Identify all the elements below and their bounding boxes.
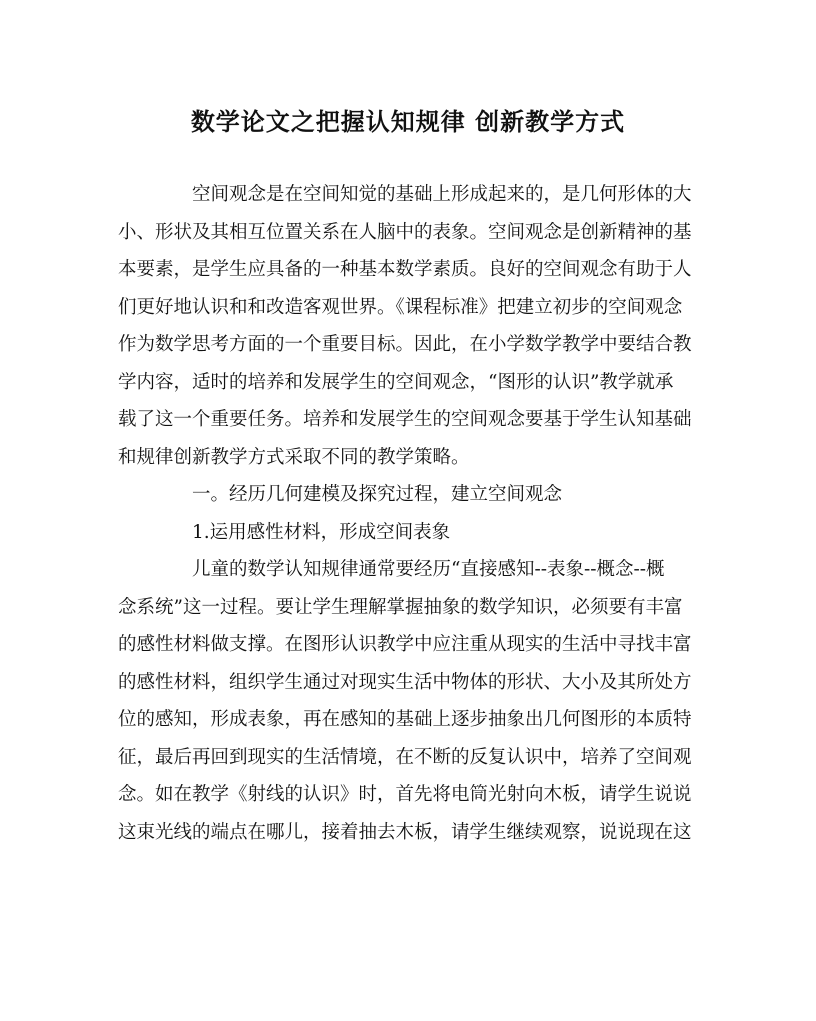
paragraph-line: 的感性材料做支撑。在图形认识教学中应注重从现实的生活中寻找丰富	[118, 634, 692, 655]
paragraph-line: 本要素，是学生应具备的一种基本数学素质。良好的空间观念有助于人	[118, 259, 692, 280]
paragraph-line: 这束光线的端点在哪儿，接着抽去木板，请学生继续观察，说说现在这	[118, 821, 692, 843]
section-heading: 一。经历几何建模及探究过程，建立空间观念	[192, 484, 563, 505]
paragraph-line: 的感性材料，组织学生通过对现实生活中物体的形状、大小及其所处方	[118, 671, 692, 693]
document-body	[118, 176, 700, 851]
paragraph-line: 位的感知，形成表象，再在感知的基础上逐步抽象出几何图形的本质特	[118, 709, 692, 730]
paragraph-line: 空间观念是在空间知觉的基础上形成起来的，是几何形体的大	[192, 184, 692, 205]
paragraph-line: 念。如在教学《射线的认识》时，首先将电筒光射向木板，请学生说说	[118, 784, 692, 805]
paragraph-line: 作为数学思考方面的一个重要目标。因此，在小学数学教学中要结合教	[118, 334, 692, 355]
paragraph-line: 学内容，适时的培养和发展学生的空间观念，“图形的认识”教学就承	[118, 371, 674, 393]
paragraph-line: 征，最后再回到现实的生活情境，在不断的反复认识中，培养了空间观	[118, 746, 692, 768]
paragraph-line: 载了这一个重要任务。培养和发展学生的空间观念要基于学生认知基础	[118, 409, 692, 430]
document-title: 数学论文之把握认知规律 创新教学方式	[190, 107, 626, 136]
paragraph-line: 儿童的数学认知规律通常要经历“直接感知--表象--概念--概	[192, 559, 665, 580]
paragraph-line: 们更好地认识和和改造客观世界。《课程标准》把建立初步的空间观念	[118, 296, 683, 318]
paragraph-line: 小、形状及其相互位置关系在人脑中的表象。空间观念是创新精神的基	[118, 221, 692, 243]
paragraph-line: 和规律创新教学方式采取不同的教学策略。	[118, 446, 470, 468]
subsection-heading: 1.运用感性材料，形成空间表象	[192, 521, 451, 543]
paragraph-line: 念系统”这一过程。要让学生理解掌握抽象的数学知识，必须要有丰富	[118, 596, 683, 618]
